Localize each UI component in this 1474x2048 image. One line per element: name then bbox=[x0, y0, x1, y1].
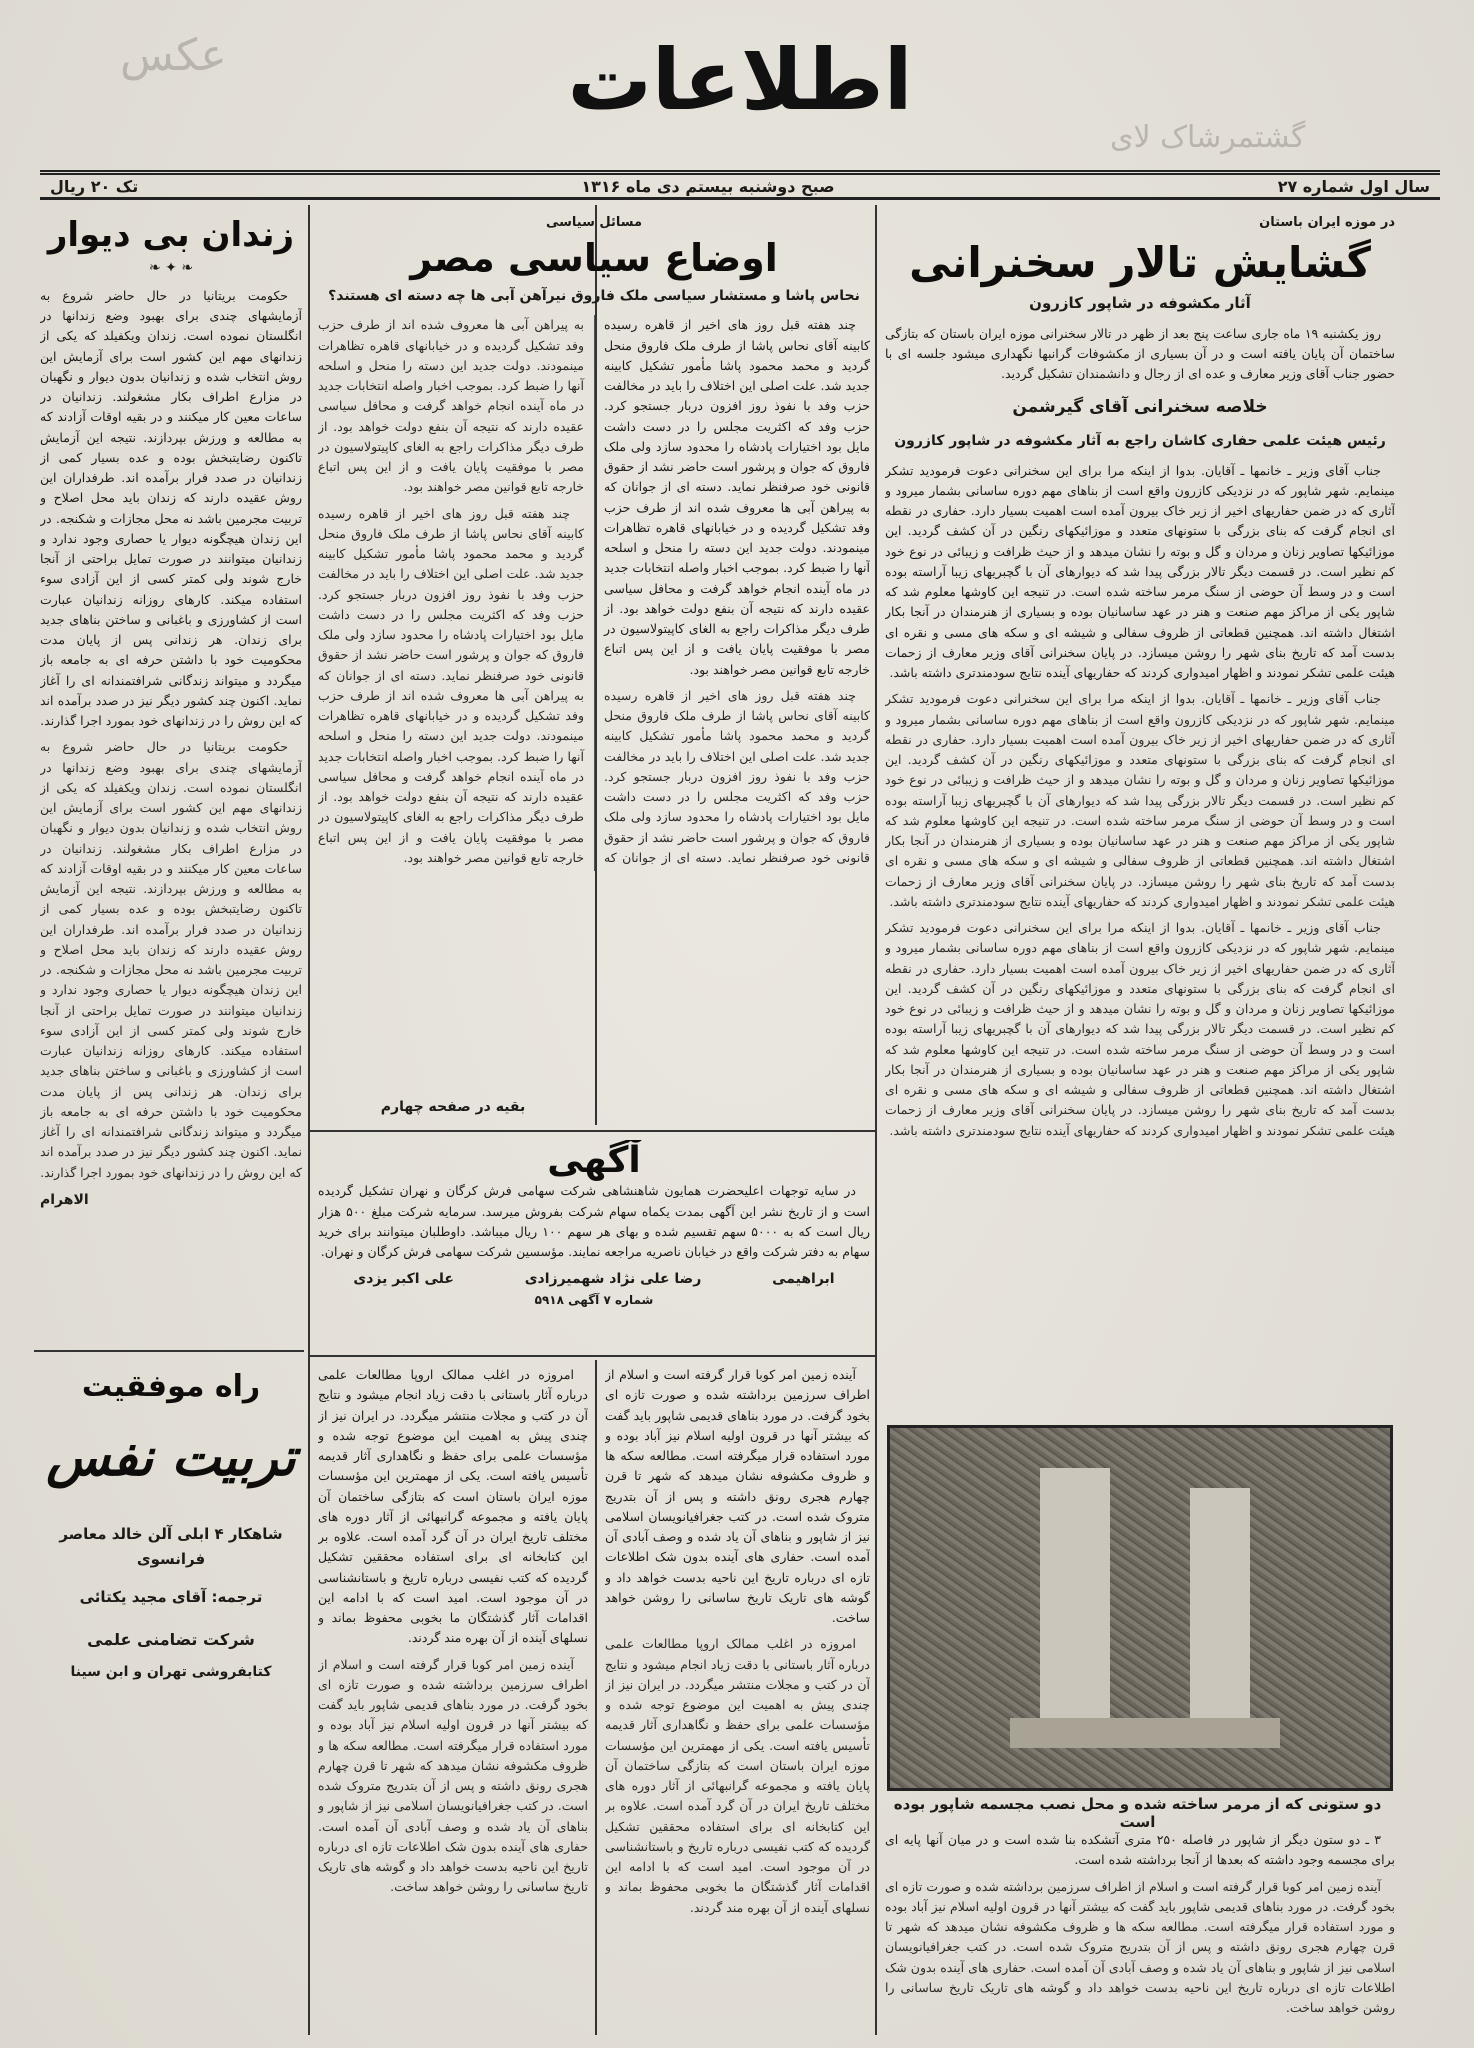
section-subheading: رئیس هیئت علمی حفاری کاشان راجع به آثار مکشوفه در شاپور کازرون bbox=[894, 432, 1386, 449]
book-author: شاهکار ۴ ابلی آلن خالد معاصر فرانسوی bbox=[59, 1525, 283, 1568]
newspaper-logo: اطلاعات bbox=[567, 31, 913, 129]
article-intro: روز یکشنبه ۱۹ ماه جاری ساعت پنج بعد از ظهر در تالار سخنرانی موزه ایران باستان که بتازگی ساختمان آن پایان یافته است و در آن بسیاری از مکشوفات گرانبها نگهداری میشود جلسه ای با حضور جناب آقای وزیر معارف و عده ای از رجال و دانشمندان تشکیل گردید. bbox=[885, 325, 1395, 382]
article-subhead: نحاس پاشا و مستشار سیاسی ملک فاروق نیرآهن آبی ها چه دسته ای هستند؟ bbox=[328, 287, 860, 304]
ornament-divider: ❧ ✦ ❧ bbox=[148, 260, 194, 277]
dateline bbox=[40, 170, 1440, 200]
signatory: علی اکبر یزدی bbox=[353, 1271, 454, 1288]
article-body: آینده زمین امر کوبا قرار گرفته است و اسلام از اطراف سرزمین برداشته شده و صورت تازه ای بخود گرفت. در مورد بناهای قدیمی شاپور باید گفت که بیشتر آنها در قرون اولیه اسلام نیز آباد بوده و مورد استفاده قرار میگرفته است. مطالعه سکه ها و ظروف مکشوفه نشان میدهد که شهر تا قرن چهارم هجری رونق داشته و پس از آن بتدریج متروک شده است. در کتب جغرافیانویسان اسلامی نیز از شاپور و بناهای آن یاد شده و وصف آبادی آن آمده است. حفاری های آینده بدون شک اطلاعات تازه ای درباره تاریخ این ناحیه بدست خواهد داد و گوشه های تاریک تاریخ ساسانی را روشن خواهد ساخت. bbox=[318, 1656, 588, 1895]
notice-reference: شماره ۷ آگهی ۵۹۱۸ bbox=[534, 1293, 654, 1308]
archaeology-photo bbox=[887, 1425, 1393, 1791]
article-prison bbox=[40, 210, 302, 1345]
article-body: آینده زمین امر کوبا قرار گرفته است و اسلام از اطراف سرزمین برداشته شده و صورت تازه ای بخود گرفت. در مورد بناهای قدیمی شاپور باید گفت که بیشتر آنها در قرون اولیه اسلام نیز آباد بوده و مورد استفاده قرار میگرفته است. مطالعه سکه ها و ظروف مکشوفه نشان میدهد که شهر تا قرن چهارم هجری رونق داشته و پس از آن بتدریج متروک شده است. در کتب جغرافیانویسان اسلامی نیز از شاپور و بناهای آن یاد شده و وصف آبادی آن آمده است. حفاری های آینده بدون شک اطلاعات تازه ای درباره تاریخ این ناحیه بدست خواهد داد و گوشه های تاریک تاریخ ساسانی را روشن خواهد ساخت. bbox=[885, 1878, 1395, 2015]
article-body: جناب آقای وزیر ـ خانمها ـ آقایان. بدوا از اینکه مرا برای این سخنرانی دعوت فرمودید تشکر مینمایم. شهر شاپور که در نزدیکی کازرون واقع است از بناهای مهم دوره ساسانی بشمار میرود و آثاری که در ضمن حفاریهای اخیر از زیر خاک بیرون آمده است اهمیت بسیار دارد. حفاری در نقطه ای انجام گرفت که بنای بزرگی با ستونهای متعدد و موزائیکهای رنگین در آن کشف گردید. این موزائیکها تصاویر زنان و مردان و گل و بوته را نشان میدهد و از حیث ظرافت و زیبائی در نوع خود کم نظیر است. در قسمت دیگر تالار بزرگی پیدا شد که دیوارهای آن با گچبریهای زیبا آراسته بوده است و در وسط آن حوضی از سنگ مرمر ساخته شده است. در تنیجه این کاوشها معلوم شد که شاپور یکی از مراکز مهم صنعت و هنر در عهد ساسانیان بوده و بسیاری از هنرمندان در آنجا بکار اشتغال داشته اند. همچنین قطعاتی از ظروف سفالی و شیشه ای و سکه های مسی و نقره ای بدست آمد که تاریخ بنای شهر را روشن میسازد. در پایان سخنرانی آقای وزیر معارف از زحمات هیئت علمی تشکر نمودند و اظهار امیدواری کردند که حفاریهای آینده نتایج سودمندتری داشته باشد. bbox=[885, 920, 1395, 1138]
article-kicker: در موزه ایران باستان bbox=[1259, 215, 1395, 230]
article-body: امروزه در اغلب ممالک اروپا مطالعات علمی درباره آثار باستانی با دقت زیاد انجام میشود و نتایج آن در کتب و مجلات منتشر میگردد. در ایران نیز از چندی پیش به اهمیت این موضوع توجه شده و مؤسسات علمی برای حفظ و نگاهداری آثار قدیمه تأسیس یافته است. یکی از مهمترین این مؤسسات موزه ایران باستان است که بتازگی ساختمان آن پایان یافته و مجموعه گرانبهائی از آثار دوره های مختلف تاریخ ایران در آن گرد آمده است. علاوه بر این کتابخانه ای برای استفاده محققین تشکیل گردیده که کتب نفیسی درباره تاریخ و باستانشناسی در آن موجود است. امید است که با ادامه این اقدامات آثار گذشتگان ما بخوبی محفوظ بماند و نسلهای آینده از آن بهره مند گردند. bbox=[605, 1636, 870, 1915]
article-heritage bbox=[318, 1365, 588, 2035]
bleed-through-text: عکس bbox=[120, 30, 227, 81]
article-source: الاهرام bbox=[40, 1191, 89, 1208]
notice-body: در سایه توجهات اعلیحضرت همایون شاهنشاهی شرکت سهامی فرش کرگان و نهران تشکیل گردیده است و از تاریخ نشر این آگهی بمدت یکماه سهام شرکت بفروش میرسد. سرمایه شرکت مبلغ ۵۰۰ هزار ریال است که به ۵۰۰۰ سهم تقسیم شده و بهای هر سهم ۱۰۰ ریال میباشد. داوطلبان میتوانند برای خرید سهام به دفتر شرکت واقع در خیابان ناصریه مراجعه نمایند. مؤسسین شرکت سهامی فرش کرگان و نهران. bbox=[318, 1183, 870, 1260]
article-body: حکومت بریتانیا در حال حاضر شروع به آزمایشهای چندی برای بهبود وضع زندانها در انگلستان نموده است. زندان ویکفیلد که یکی از زندانهای مهم این کشور است برای آزمایش این روش انتخاب شده و زندانیان بدون دیوار و نگهبان در مزارع اطراف بکار مشغولند. زندانیان در ساعات معین کار میکنند و در بقیه اوقات آزادند که به مطالعه و ورزش بپردازند. نتیجه این آزمایش تاکنون رضایتبخش بوده و عده بسیار کمی از زندانیان در صدد فرار برآمده اند. طرفداران این روش عقیده دارند که زندان باید محل اصلاح و تربیت مجرمین باشد نه محل مجازات و شکنجه. در این زندان هیچگونه دیوار یا حصاری وجود ندارد و زندانیان میتوانند در صورت تمایل براحتی از آنجا خارج شوند ولی کمتر کسی از این آزادی سوء استفاده میکند. کارهای روزانه زندانیان عبارت است از کشاورزی و باغبانی و ساختن بناهای جدید برای زندان. هر زندانی پس از پایان مدت محکومیت خود با داشتن حرفه ای به جامعه باز میگردد و میتواند زندگانی شرافتمندانه ای را آغاز نماید. اکنون چند کشور دیگر نیز در صدد برآمده اند که این روش را در زندانهای خود بمورد اجرا گذارند. bbox=[40, 739, 302, 1180]
masthead bbox=[0, 0, 1474, 170]
photo-caption: دو ستونی که از مرمر ساخته شده و محل نصب مجسمه شاپور بوده است bbox=[893, 1795, 1382, 1831]
article-body: آینده زمین امر کوبا قرار گرفته است و اسلام از اطراف سرزمین برداشته شده و صورت تازه ای بخود گرفت. در مورد بناهای قدیمی شاپور باید گفت که بیشتر آنها در قرون اولیه اسلام نیز آباد بوده و مورد استفاده قرار میگرفته است. مطالعه سکه ها و ظروف مکشوفه نشان میدهد که شهر تا قرن چهارم هجری رونق داشته و پس از آن بتدریج متروک شده است. در کتب جغرافیانویسان اسلامی نیز از شاپور و بناهای آن یاد شده و وصف آبادی آن آمده است. حفاری های آینده بدون شک اطلاعات تازه ای درباره تاریخ این ناحیه بدست خواهد داد و گوشه های تاریک تاریخ ساسانی را روشن خواهد ساخت. bbox=[605, 1367, 870, 1625]
article-body: چند هفته قبل روز های اخیر از قاهره رسیده کابینه آقای نحاس پاشا از طرف ملک فاروق منحل گردید و محمد محمود پاشا مأمور تشکیل کابینه جدید شد. علت اصلی این اختلاف را باید در مخالفت حزب وفد با نفوذ روز افزون دربار جستجو کرد. حزب وفد که اکثریت مجلس را در دست داشت مایل بود اختیارات پادشاه را محدود سازد ولی ملک فاروق که جوان و پرشور است حاضر نشد از حقوق قانونی خود صرفنظر نماید. دسته ای از جوانان که به پیراهن آبی ها معروف شده اند از طرف حزب وفد تشکیل گردیده و در خیابانهای قاهره تظاهرات مینمودند. دولت جدید این دسته را منحل و اسلحه آنها را ضبط کرد. بموجب اخبار واصله انتخابات جدید در ماه آینده انجام خواهد گرفت و محافل سیاسی عقیده دارند که نتیجه آن بنفع دولت خواهد بود. از طرف دیگر مذاکرات راجع به الغای کاپیتولاسیون در مصر با موفقیت پایان یافت و از این پس اتباع خارجه تابع قوانین مصر خواهند بود. bbox=[318, 505, 584, 865]
ad-headline: راه موفقیت bbox=[81, 1369, 261, 1404]
notice-heading: آگهی bbox=[547, 1140, 641, 1181]
bleed-through-text: گشتمرشاک لای bbox=[1110, 120, 1306, 155]
article-body: امروزه در اغلب ممالک اروپا مطالعات علمی درباره آثار باستانی با دقت زیاد انجام میشود و نتایج آن در کتب و مجلات منتشر میگردد. در ایران نیز از چندی پیش به اهمیت این موضوع توجه شده و مؤسسات علمی برای حفظ و نگاهداری آثار قدیمه تأسیس یافته است. یکی از مهمترین این مؤسسات موزه ایران باستان است که بتازگی ساختمان آن پایان یافته و مجموعه گرانبهائی از آثار دوره های مختلف تاریخ ایران در آن گرد آمده است. علاوه بر این کتابخانه ای برای استفاده محققین تشکیل گردیده که کتب نفیسی درباره تاریخ و باستانشناسی در آن موجود است. امید است که با ادامه این اقدامات آثار گذشتگان ما بخوبی محفوظ بماند و نسلهای آینده از آن بهره مند گردند. bbox=[318, 1367, 588, 1646]
article-headline: زندان بی دیوار bbox=[47, 215, 295, 255]
signatory: ابراهیمی bbox=[772, 1271, 835, 1288]
notice-signatures bbox=[318, 1268, 870, 1291]
article-kicker: مسائل سیاسی bbox=[545, 215, 643, 230]
section-rule bbox=[34, 1350, 304, 1352]
article-egypt bbox=[318, 210, 870, 1120]
stone-base bbox=[1010, 1718, 1280, 1748]
article-columns bbox=[318, 315, 870, 871]
article-subhead: آثار مکشوفه در شاپور کازرون bbox=[1029, 294, 1251, 313]
article-headline: اوضاع سیاسی مصر bbox=[410, 236, 778, 281]
column-rule bbox=[875, 205, 877, 2035]
stone-column bbox=[1040, 1468, 1110, 1728]
book-title: تربیت نفس bbox=[46, 1427, 296, 1488]
article-headline: گشایش تالار سخنرانی bbox=[909, 238, 1371, 288]
article-museum bbox=[885, 210, 1395, 1415]
article-body: حکومت بریتانیا در حال حاضر شروع به آزمایشهای چندی برای بهبود وضع زندانها در انگلستان نموده است. زندان ویکفیلد که یکی از زندانهای مهم این کشور است برای آزمایش این روش انتخاب شده و زندانیان بدون دیوار و نگهبان در مزارع اطراف بکار مشغولند. زندانیان در ساعات معین کار میکنند و در بقیه اوقات آزادند که به مطالعه و ورزش بپردازند. نتیجه این آزمایش تاکنون رضایتبخش بوده و عده بسیار کمی از زندانیان در صدد فرار برآمده اند. طرفداران این روش عقیده دارند که زندان باید محل اصلاح و تربیت مجرمین باشد نه محل مجازات و شکنجه. در این زندان هیچگونه دیوار یا حصاری وجود ندارد و زندانیان میتوانند در صورت تمایل براحتی از آنجا خارج شوند ولی کمتر کسی از این آزادی سوء استفاده میکند. کارهای روزانه زندانیان عبارت است از کشاورزی و باغبانی و ساختن بناهای جدید برای زندان. هر زندانی پس از پایان مدت محکومیت خود با داشتن حرفه ای به جامعه باز میگردد و میتواند زندگانی شرافتمندانه ای را آغاز نماید. اکنون چند کشور دیگر نیز در صدد برآمده اند که این روش را در زندانهای خود بمورد اجرا گذارند. bbox=[40, 287, 302, 729]
continued-note: بقیه در صفحه چهارم bbox=[380, 1099, 526, 1115]
issue-date: صبح دوشنبه بیستم دی ماه ۱۳۱۶ bbox=[581, 176, 835, 196]
section-rule bbox=[310, 1355, 875, 1357]
article-body: چند هفته قبل روز های اخیر از قاهره رسیده کابینه آقای نحاس پاشا از طرف ملک فاروق منحل گردید و محمد محمود پاشا مأمور تشکیل کابینه جدید شد. علت اصلی این اختلاف را باید در مخالفت حزب وفد با نفوذ روز افزون دربار جستجو کرد. حزب وفد که اکثریت مجلس را در دست داشت مایل بود اختیارات پادشاه را محدود سازد ولی ملک فاروق که جوان و پرشور است حاضر نشد از حقوق قانونی خود صرفنظر نماید. دسته ای از جوانان که به پیراهن آبی ها معروف شده اند از طرف حزب وفد تشکیل گردیده و در خیابانهای قاهره تظاهرات مینمودند. دولت جدید این دسته را منحل و اسلحه آنها را ضبط کرد. بموجب اخبار واصله انتخابات جدید در ماه آینده انجام خواهد گرفت و محافل سیاسی عقیده دارند که نتیجه آن بنفع دولت خواهد بود. از طرف دیگر مذاکرات راجع به الغای کاپیتولاسیون در مصر با موفقیت پایان یافت و از این پس اتباع خارجه تابع قوانین مصر خواهند بود. bbox=[604, 317, 870, 677]
issue-number: سال اول شماره ۲۷ bbox=[1277, 176, 1430, 196]
book-translator: ترجمه: آقای مجید یکتائی bbox=[79, 1587, 263, 1606]
section-heading: خلاصه سخنرانی آقای گیرشمن bbox=[1012, 397, 1268, 418]
stone-column bbox=[1190, 1488, 1250, 1728]
issue-price: تک ۲۰ ریال bbox=[50, 176, 139, 196]
article-body: جناب آقای وزیر ـ خانمها ـ آقایان. بدوا از اینکه مرا برای این سخنرانی دعوت فرمودید تشکر مینمایم. شهر شاپور که در نزدیکی کازرون واقع است از بناهای مهم دوره ساسانی بشمار میرود و آثاری که در ضمن حفاریهای اخیر از زیر خاک بیرون آمده است اهمیت بسیار دارد. حفاری در نقطه ای انجام گرفت که بنای بزرگی با ستونهای متعدد و موزائیکهای رنگین در آن کشف گردید. این موزائیکها تصاویر زنان و مردان و گل و بوته را نشان میدهد و از حیث ظرافت و زیبائی در نوع خود کم نظیر است. در قسمت دیگر تالار بزرگی پیدا شد که دیوارهای آن با گچبریهای زیبا آراسته بوده است و در وسط آن حوضی از سنگ مرمر ساخته شده است. در تنیجه این کاوشها معلوم شد که شاپور یکی از مراکز مهم صنعت و هنر در عهد ساسانیان بوده و بسیاری از هنرمندان در آنجا بکار اشتغال داشته اند. همچنین قطعاتی از ظروف سفالی و شیشه ای و سکه های مسی و نقره ای بدست آمد که تاریخ بنای شهر را روشن میسازد. در پایان سخنرانی آقای وزیر معارف از زحمات هیئت علمی تشکر نمودند و اظهار امیدواری کردند که حفاریهای آینده نتایج سودمندتری داشته باشد. bbox=[885, 462, 1395, 681]
section-rule bbox=[310, 1130, 875, 1132]
notice-ad bbox=[318, 1140, 870, 1350]
publisher: شرکت تضامنی علمی bbox=[87, 1630, 255, 1650]
book-advertisement bbox=[40, 1360, 302, 2030]
article-history bbox=[605, 1365, 870, 2035]
article-body: چند هفته قبل روز های اخیر از قاهره رسیده کابینه آقای نحاس پاشا از طرف ملک فاروق منحل گردید و محمد محمود پاشا مأمور تشکیل کابینه جدید شد. علت اصلی این اختلاف را باید در مخالفت حزب وفد با نفوذ روز افزون دربار جستجو کرد. حزب وفد که اکثریت مجلس را در دست داشت مایل بود اختیارات پادشاه را محدود سازد ولی ملک فاروق که جوان و پرشور است حاضر نشد از حقوق قانونی خود صرفنظر نماید. دسته ای از جوانان که به پیراهن آبی ها معروف شده اند از طرف حزب وفد تشکیل گردیده و در خیابانهای قاهره تظاهرات مینمودند. دولت جدید این دسته را منحل و اسلحه آنها را ضبط کرد. بموجب اخبار واصله انتخابات جدید در ماه آینده انجام خواهد گرفت و محافل سیاسی عقیده دارند که نتیجه آن بنفع دولت خواهد بود. از طرف دیگر مذاکرات راجع به الغای کاپیتولاسیون در مصر با موفقیت پایان یافت و از این پس اتباع خارجه تابع قوانین مصر خواهند بود. bbox=[318, 317, 870, 865]
article-body: جناب آقای وزیر ـ خانمها ـ آقایان. بدوا از اینکه مرا برای این سخنرانی دعوت فرمودید تشکر مینمایم. شهر شاپور که در نزدیکی کازرون واقع است از بناهای مهم دوره ساسانی بشمار میرود و آثاری که در ضمن حفاریهای اخیر از زیر خاک بیرون آمده است اهمیت بسیار دارد. حفاری در نقطه ای انجام گرفت که بنای بزرگی با ستونهای متعدد و موزائیکهای رنگین در آن کشف گردید. این موزائیکها تصاویر زنان و مردان و گل و بوته را نشان میدهد و از حیث ظرافت و زیبائی در نوع خود کم نظیر است. در قسمت دیگر تالار بزرگی پیدا شد که دیوارهای آن با گچبریهای زیبا آراسته بوده است و در وسط آن حوضی از سنگ مرمر ساخته شده است. در تنیجه این کاوشها معلوم شد که شاپور یکی از مراکز مهم صنعت و هنر در عهد ساسانیان بوده و بسیاری از هنرمندان در آنجا بکار اشتغال داشته اند. همچنین قطعاتی از ظروف سفالی و شیشه ای و سکه های مسی و نقره ای بدست آمد که تاریخ بنای شهر را روشن میسازد. در پایان سخنرانی آقای وزیر معارف از زحمات هیئت علمی تشکر نمودند و اظهار امیدواری کردند که حفاریهای آینده نتایج سودمندتری داشته باشد. bbox=[885, 691, 1395, 909]
column-rule bbox=[308, 205, 310, 2035]
signatory: رضا علی نژاد شهمیرزادی bbox=[524, 1271, 702, 1288]
column-rule bbox=[595, 1360, 597, 2035]
bookstores: کتابفروشی تهران و ابن سینا bbox=[70, 1664, 272, 1681]
article-body: ۳ ـ دو ستون دیگر از شاپور در فاصله ۲۵۰ متری آتشکده بنا شده است و در میان آنها پایه ای برای مجسمه وجود داشته که بعدها از آنجا برداشته شده است. bbox=[885, 1832, 1395, 1868]
article-museum-continued bbox=[885, 1830, 1395, 2030]
